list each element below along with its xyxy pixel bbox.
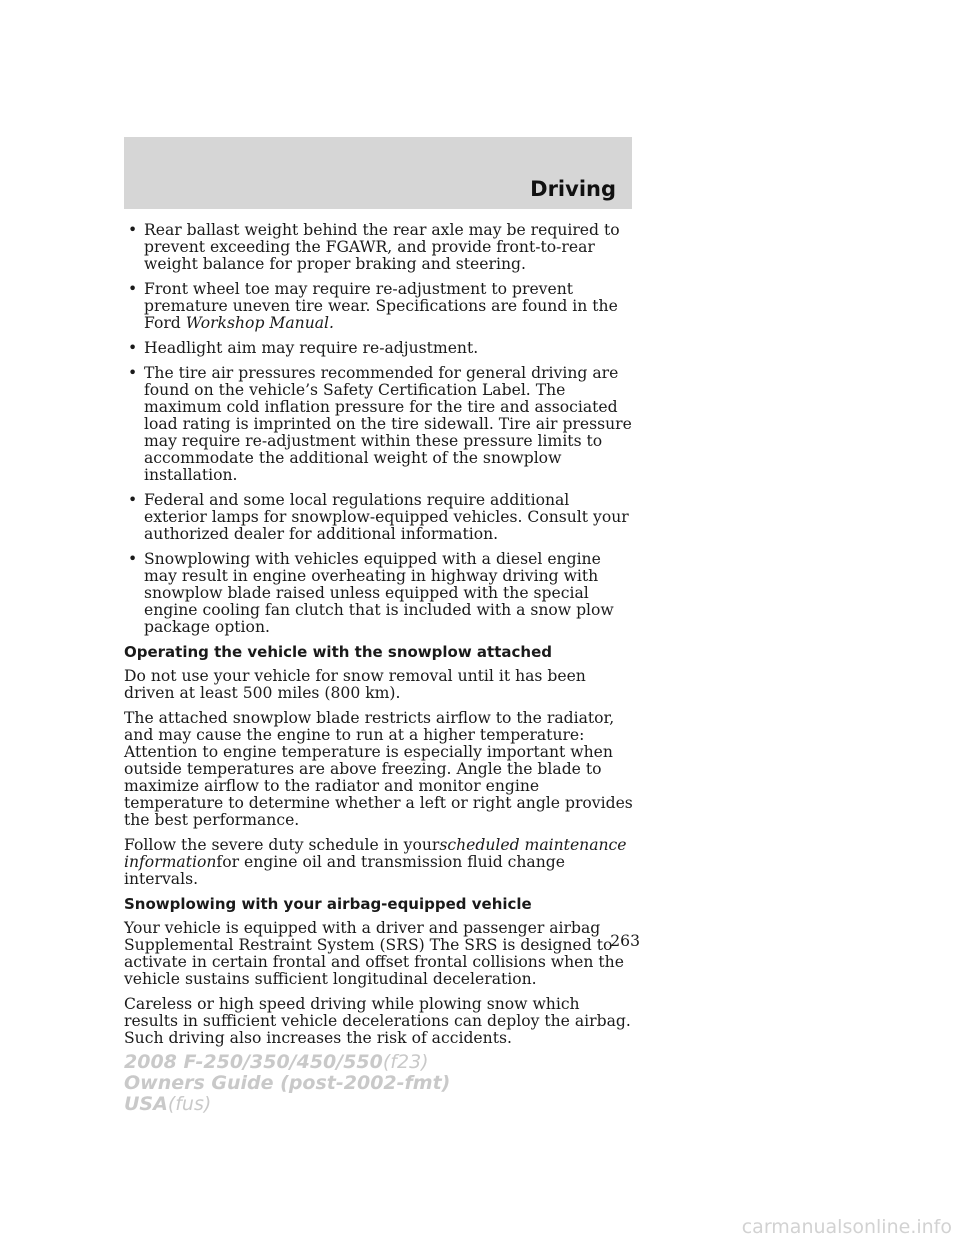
manual-reference: Workshop Manual. xyxy=(185,314,334,332)
list-item xyxy=(124,365,636,484)
bullet-glyph: • xyxy=(128,491,138,509)
bullet-text: Snowplowing with vehicles equipped with a diesel engine may result in engine overheating in highway driving with snowplow blade raised unless equipped with the special engine cooling fan clutch that is included with a snow plow package option. xyxy=(144,550,614,636)
maintenance-reference: scheduled maintenance information xyxy=(124,836,627,871)
bullet-glyph: • xyxy=(128,280,138,298)
page-content xyxy=(124,222,636,1055)
bullet-glyph: • xyxy=(128,364,138,382)
paragraph: Careless or high speed driving while plowing snow which results in sufficient vehicle decelerations can deploy the airbag. Such driving also increases the risk of accidents. xyxy=(124,995,631,1047)
paragraph: Do not use your vehicle for snow removal until it has been driven at least 500 miles (800 km). xyxy=(124,667,586,702)
footer-region: USA xyxy=(124,1093,168,1115)
footer-region-code: (fus) xyxy=(167,1093,212,1115)
paragraph xyxy=(124,837,636,888)
footer-guide: Owners Guide (post-2002-fmt) xyxy=(124,1072,451,1094)
list-item xyxy=(124,281,636,332)
section-heading: Snowplowing with your airbag-equipped vehicle xyxy=(124,895,532,913)
section-heading: Operating the vehicle with the snowplow attached xyxy=(124,643,552,661)
page-number: 263 xyxy=(610,932,640,950)
bullet-glyph: • xyxy=(128,221,138,239)
footer-model: 2008 F-250/350/450/550 xyxy=(124,1051,383,1073)
bullet-text: The tire air pressures recommended for general driving are found on the vehicle’s Safety Certification Label. The maximum cold inflation pressure for the tire and associated load rating is imprinted on the tire sidewall. Tire air pressure may require re-adjustment within these pressure limits to accommodate the additional weight of the snowplow installation. xyxy=(144,364,632,484)
document-footer xyxy=(124,1052,450,1115)
section-title: Driving xyxy=(530,177,616,201)
bullet-text: Rear ballast weight behind the rear axle may be required to prevent exceeding the FGAWR, and provide front-to-rear weight balance for proper braking and steering. xyxy=(144,221,620,273)
paragraph-text: for engine oil and transmission fluid change intervals. xyxy=(124,853,565,888)
list-item xyxy=(124,222,636,273)
paragraph: Your vehicle is equipped with a driver and passenger airbag Supplemental Restraint System (SRS) The SRS is designed to activate in certain frontal and offset frontal collisions when the vehicle sustains sufficient longitudinal deceleration. xyxy=(124,919,624,988)
watermark: carmanualsonline.info xyxy=(741,1216,952,1238)
footer-code: (f23) xyxy=(382,1051,429,1073)
list-item xyxy=(124,492,636,543)
paragraph-text: Follow the severe duty schedule in your xyxy=(124,836,440,854)
paragraph: The attached snowplow blade restricts airflow to the radiator, and may cause the engine to run at a higher temperature: Attention to engine temperature is especially important when outside temperatures are above freezing. Angle the blade to maximize airflow to the radiator and monitor engine temperature to determine whether a left or right angle provides the best performance. xyxy=(124,709,633,829)
list-item xyxy=(124,551,636,636)
bullet-glyph: • xyxy=(128,339,138,357)
bullet-text: Front wheel toe may require re-adjustment to prevent premature uneven tire wear. Specifications are found in the Ford xyxy=(144,280,618,332)
bullet-text: Federal and some local regulations require additional exterior lamps for snowplow-equipped vehicles. Consult your authorized dealer for additional information. xyxy=(144,491,629,543)
bullet-text: Headlight aim may require re-adjustment. xyxy=(144,339,479,357)
list-item xyxy=(124,340,636,357)
bullet-glyph: • xyxy=(128,550,138,568)
section-header-band xyxy=(124,137,632,209)
